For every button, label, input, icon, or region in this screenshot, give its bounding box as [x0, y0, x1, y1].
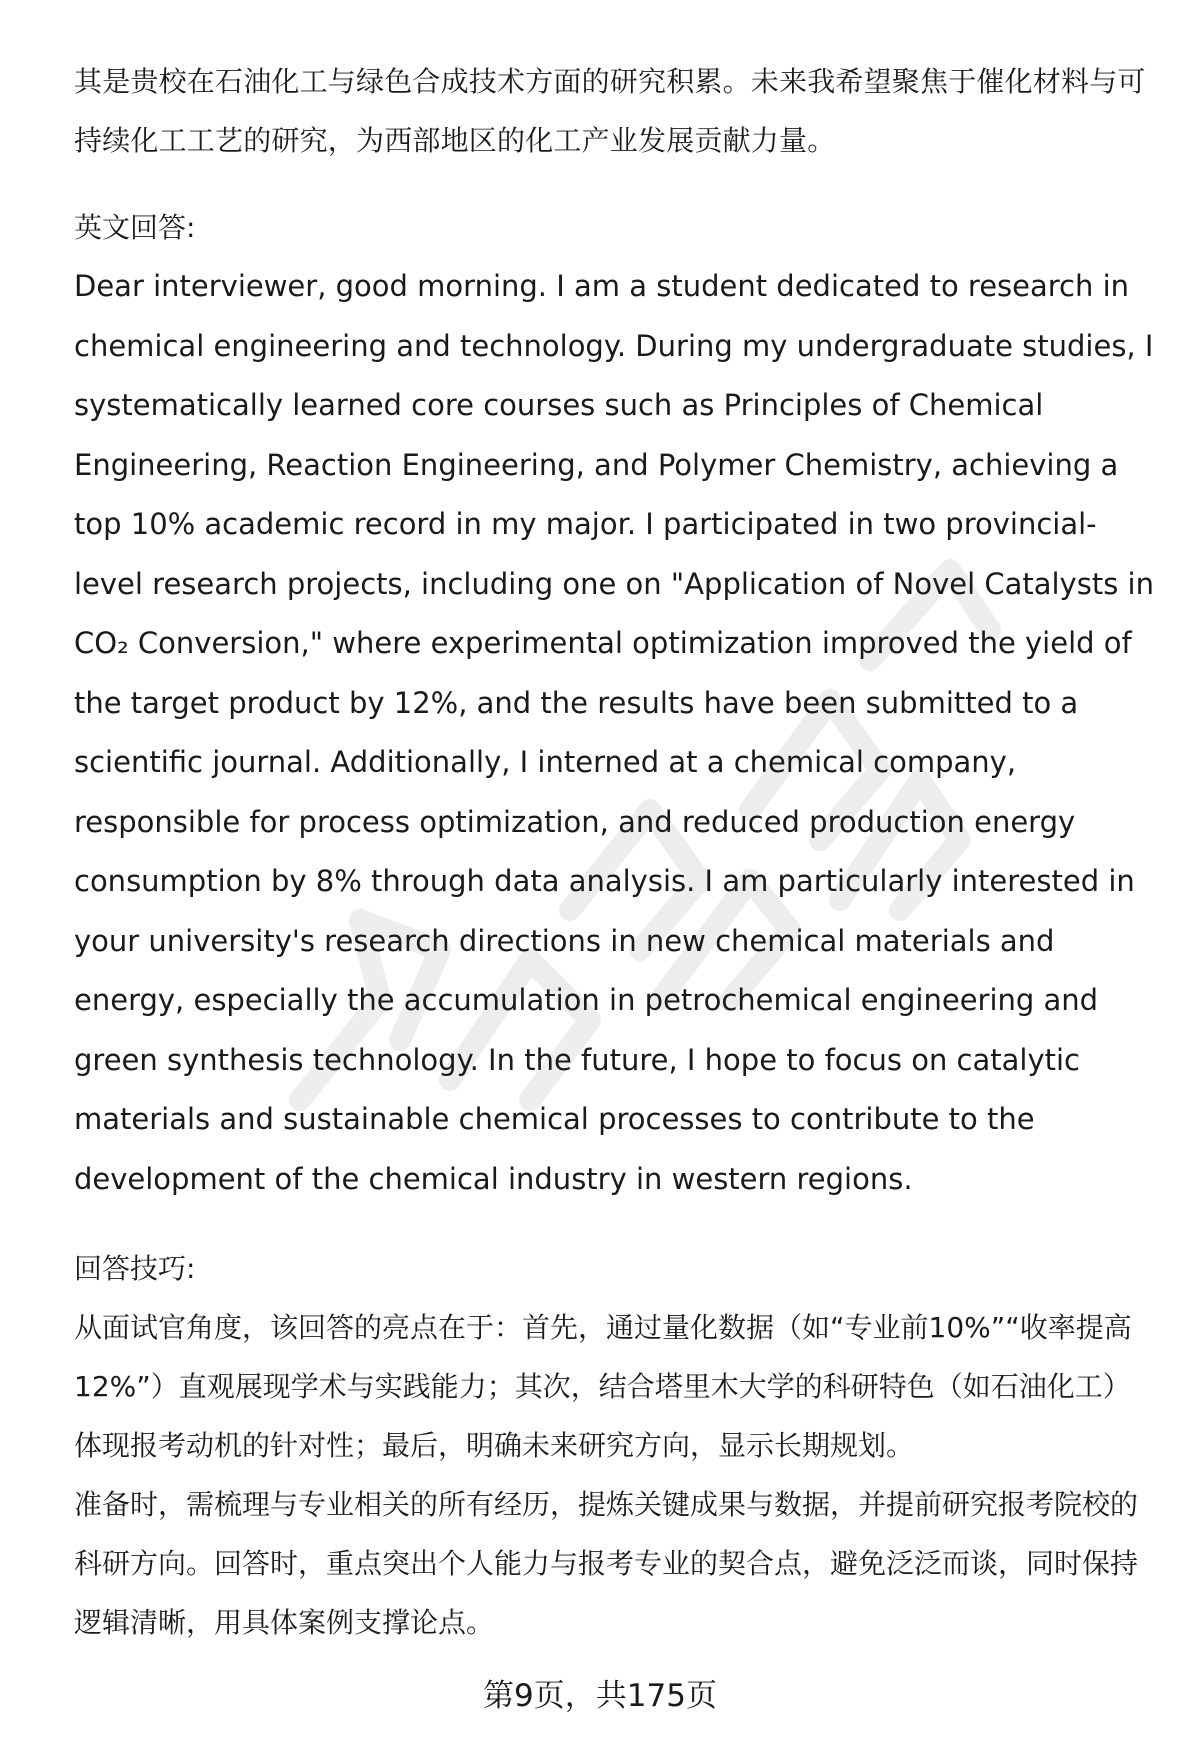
- document-body: [74, 52, 1154, 1652]
- answer-tips-paragraph-2: 准备时，需梳理与专业相关的所有经历，提炼关键成果与数据，并提前研究报考院校的科研方向。回答时，重点突出个人能力与报考专业的契合点，避免泛泛而谈，同时保持逻辑清晰，用具体案例支撑论点。: [74, 1488, 1139, 1639]
- intro-continuation-paragraph: 其是贵校在石油化工与绿色合成技术方面的研究积累。未来我希望聚焦于催化材料与可持续化工工艺的研究，为西部地区的化工产业发展贡献力量。: [74, 65, 1146, 157]
- english-answer-label: 英文回答:: [74, 211, 196, 244]
- page-number-footer: 第9页，共175页: [483, 1678, 717, 1714]
- answer-tips-label: 回答技巧:: [74, 1252, 196, 1285]
- english-answer-paragraph: Dear interviewer, good morning. I am a student dedicated to research in chemical engineering and technology. During my undergraduate studies, I systematically learned core courses such as Principles of Chemical Engineering, Reaction Engineering, and Polymer Chemistry, achieving a top 10% academic record in my major. I participated in two provincial-level research projects, including one on "Application of Novel Catalysts in CO₂ Conversion," where experimental optimization improved the yield of the target product by 12%, and the results have been submitted to a scientific journal. Additionally, I interned at a chemical company, responsible for process optimization, and reduced production energy consumption by 8% through data analysis. I am particularly interested in your university's research directions in new chemical materials and energy, especially the accumulation in petrochemical engineering and green synthesis technology. In the future, I hope to focus on catalytic materials and sustainable chemical processes to contribute to the development of the chemical industry in western regions.: [74, 269, 1154, 1196]
- answer-tips-paragraph-1: 从面试官角度，该回答的亮点在于：首先，通过量化数据（如“专业前10%”“收率提高12%”）直观展现学术与实践能力；其次，结合塔里木大学的科研特色（如石油化工）体现报考动机的针对性；最后，明确未来研究方向，显示长期规划。: [74, 1311, 1132, 1462]
